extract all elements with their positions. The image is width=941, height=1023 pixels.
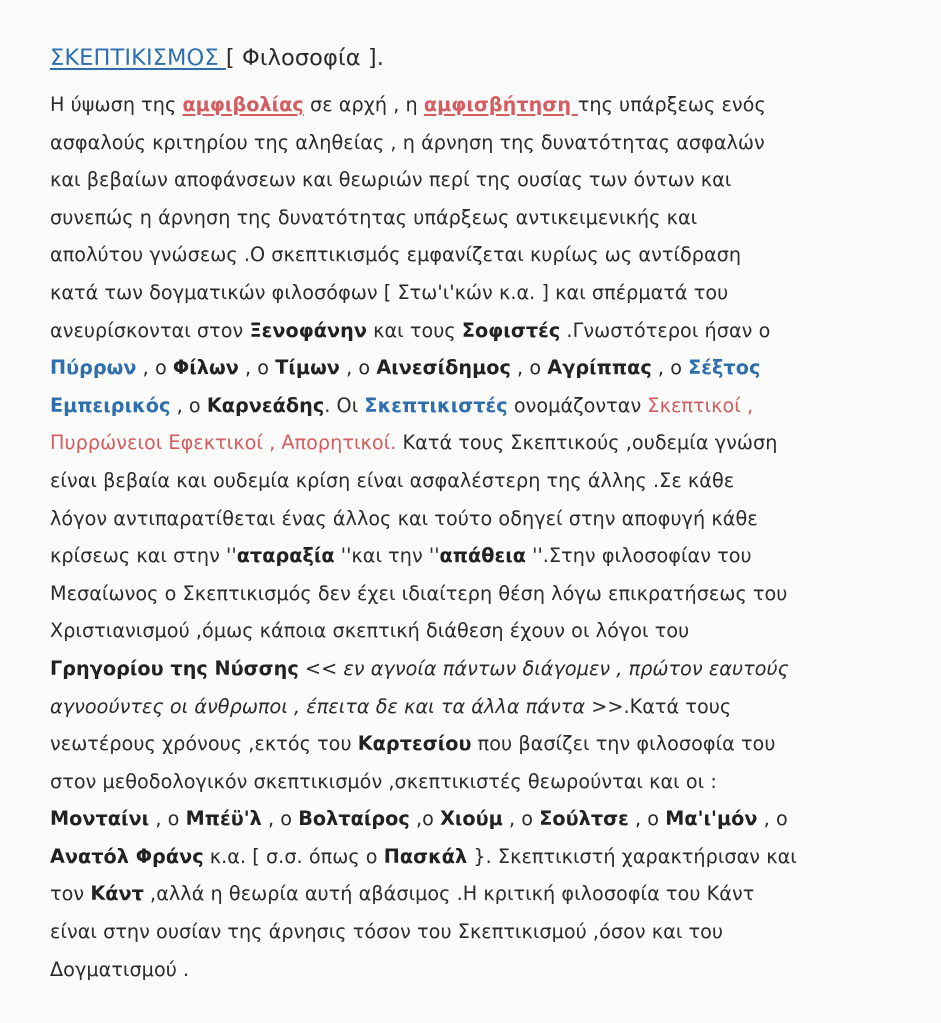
text-span: σε αρχή , η — [303, 93, 424, 116]
text-span: ονομάζονταν — [507, 393, 648, 417]
text-span: κατά των δογματικών φιλοσόφων [ Στω'ι'κών κ.α. ] και σπέρματά του — [50, 280, 729, 304]
body-text — [50, 86, 920, 988]
text-span: στον μεθοδολογικόν σκεπτικισμόν ,σκεπτικιστές θεωρούνται και οι : — [50, 769, 717, 793]
text-line — [50, 424, 920, 462]
text-line — [50, 951, 920, 989]
emphasis-text: Χιούμ — [440, 807, 503, 831]
emphasis-text: Καρτεσίου — [357, 732, 472, 756]
emphasis-text: Σέξτος — [688, 356, 761, 380]
text-span: ''και την '' — [334, 544, 440, 568]
text-line — [50, 725, 920, 763]
text-span: είναι στην ουσίαν της άρνησις τόσον του Σκεπτικισμού ,όσον και του — [50, 920, 724, 944]
text-line — [50, 875, 920, 913]
text-line — [50, 575, 920, 613]
emphasis-text: Αγρίππας — [547, 356, 652, 380]
text-span: απολύτου γνώσεως .Ο σκεπτικισμός εμφανίζεται κυρίως ως αντίδραση — [50, 243, 742, 267]
emphasis-text: Σοφιστές — [461, 318, 561, 342]
emphasis-text: απάθεια — [439, 544, 526, 568]
text-span: , ο — [170, 393, 207, 417]
text-line — [50, 537, 920, 575]
emphasis-text: Πασκάλ — [383, 844, 468, 868]
text-span: είναι βεβαία και ουδεμία κρίση είναι ασφαλέστερη της άλλης .Σε κάθε — [50, 468, 735, 492]
text-line — [50, 838, 920, 876]
text-span: >>.Κατά τους — [585, 694, 732, 718]
text-span: Η ύψωση της — [50, 93, 183, 116]
text-span: , ο — [238, 356, 276, 380]
text-span: , ο — [339, 356, 377, 380]
text-span: ''.Στην φιλοσοφίαν του — [525, 544, 752, 568]
text-span: Χριστιανισμού ,όμως κάποια σκεπτική διάθεση έχουν οι λόγοι του — [50, 619, 690, 643]
emphasis-text: Εμπειρικός — [50, 393, 171, 417]
text-span: ασφαλούς κριτηρίου της αληθείας , η άρνηση της δυνατότητας ασφαλών — [50, 130, 765, 154]
text-span: που βασίζει την φιλοσοφία του — [471, 732, 776, 756]
emphasis-text: αταραξία — [236, 544, 335, 568]
text-span: , ο — [651, 356, 689, 380]
text-span: , ο — [757, 807, 788, 831]
text-line — [50, 274, 920, 312]
text-span: , ο — [502, 807, 540, 831]
text-span: ανευρίσκονται στον — [50, 318, 250, 342]
text-line — [50, 236, 920, 274]
emphasis-text: Αινεσίδημος — [376, 356, 511, 380]
document-page — [50, 38, 920, 988]
text-span: ,αλλά η θεωρία αυτή αβάσιμος .Η κριτική φιλοσοφία του Κάντ — [143, 882, 755, 906]
emphasis-link[interactable]: αμφισβήτηση — [423, 93, 578, 116]
text-span: , ο — [628, 807, 666, 831]
text-line — [50, 86, 920, 124]
text-span: κ.α. [ σ.σ. όπως ο — [203, 844, 384, 868]
emphasis-text: Πύρρων — [50, 356, 137, 380]
emphasis-text: Καρνεάδης — [206, 393, 325, 417]
text-span: , ο — [261, 807, 299, 831]
emphasis-text: Ξενοφάνην — [249, 318, 367, 342]
emphasis-text: Ανατόλ Φράνς — [50, 844, 204, 868]
text-span: Δογματισμού . — [50, 957, 190, 981]
title-link[interactable]: ΣΚΕΠΤΙΚΙΣΜΟΣ — [50, 45, 226, 71]
text-span: και βεβαίων αποφάνσεων και θεωριών περί της ουσίας των όντων και — [50, 168, 732, 192]
emphasis-text: Μπέϋ'λ — [185, 807, 262, 831]
text-span: }. Σκεπτικιστή χαρακτήρισαν και — [467, 844, 797, 868]
emphasis-text: αγνοούντες οι άνθρωποι , έπειτα δε και τα άλλα πάντα — [50, 694, 586, 718]
text-span: Μεσαίωνος ο Σκεπτικισμός δεν έχει ιδιαίτερη θέση λόγω επικρατήσεως του — [50, 581, 788, 605]
emphasis-text: Μα'ι'μόν — [665, 807, 758, 831]
emphasis-text: εν αγνοία πάντων διάγομεν , πρώτον εαυτούς — [343, 656, 789, 680]
text-span: τον — [50, 882, 91, 906]
text-span: και τους — [366, 318, 462, 342]
text-line — [50, 124, 920, 162]
emphasis-text: Βολταίρος — [298, 807, 410, 831]
text-line — [50, 500, 920, 538]
text-line — [50, 763, 920, 801]
emphasis-link[interactable]: αμφιβολίας — [182, 93, 304, 116]
text-line — [50, 612, 920, 650]
text-line — [50, 800, 920, 838]
text-span: .Γνωστότεροι ήσαν ο — [560, 318, 771, 342]
text-span: . Οι — [324, 393, 365, 417]
text-span: νεωτέρους χρόνους ,εκτός του — [50, 732, 358, 756]
text-span: της υπάρξεως ενός — [577, 93, 766, 116]
text-line — [50, 161, 920, 199]
emphasis-text: Σκεπτικοί , — [647, 393, 754, 417]
text-span: λόγον αντιπαρατίθεται ένας άλλος και τούτο οδηγεί στην αποφυγή κάθε — [50, 506, 758, 530]
emphasis-text: Κάντ — [90, 882, 144, 906]
text-line — [50, 688, 920, 726]
emphasis-text: Τίμων — [275, 356, 340, 380]
text-line — [50, 462, 920, 500]
text-span: , ο — [510, 356, 548, 380]
text-line — [50, 387, 920, 425]
emphasis-text: Γρηγορίου της Νύσσης — [50, 656, 299, 680]
emphasis-text: Μονταίνι — [50, 807, 150, 831]
text-span: ,ο — [409, 807, 441, 831]
text-span: , ο — [149, 807, 186, 831]
emphasis-text: Σκεπτικιστές — [364, 393, 508, 417]
text-line — [50, 650, 920, 688]
text-span: , ο — [136, 356, 173, 380]
title-line — [50, 38, 920, 86]
text-line — [50, 913, 920, 951]
title-suffix: [ Φιλοσοφία ]. — [225, 45, 385, 71]
emphasis-text: Σούλτσε — [539, 807, 629, 831]
text-line — [50, 199, 920, 237]
text-line — [50, 349, 920, 387]
text-span: συνεπώς η άρνηση της δυνατότητας υπάρξεως αντικειμενικής και — [50, 205, 698, 229]
text-span: κρίσεως και στην '' — [50, 544, 237, 568]
text-line — [50, 312, 920, 350]
emphasis-text: Πυρρώνειοι Εφεκτικοί , Απορητικοί. — [50, 431, 397, 455]
emphasis-text: Φίλων — [172, 356, 239, 380]
text-span: << — [298, 656, 344, 680]
text-span: Κατά τους Σκεπτικούς ,ουδεμία γνώση — [396, 431, 778, 455]
